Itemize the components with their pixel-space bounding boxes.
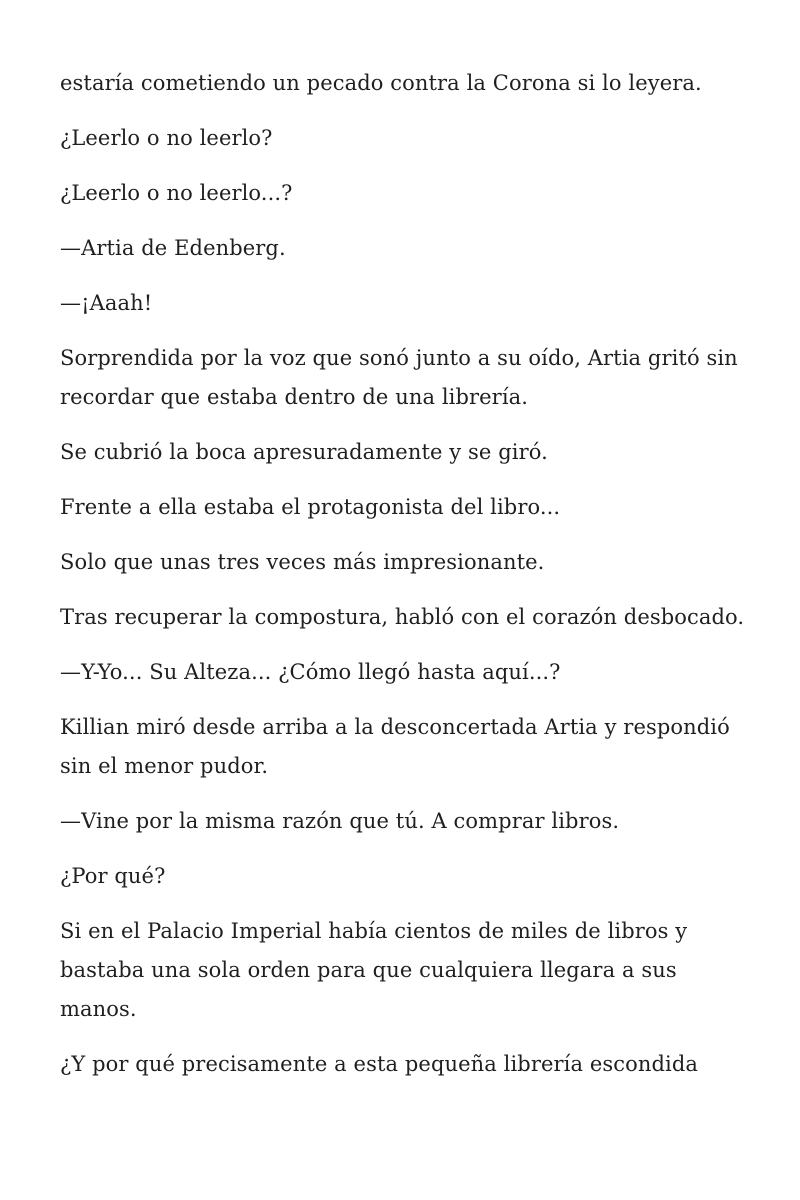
- paragraph: —Y-Yo... Su Alteza... ¿Cómo llegó hasta aquí...?: [60, 660, 561, 684]
- paragraph: Si en el Palacio Imperial había cientos de miles de libros y bastaba una sola orden para que cualquiera llegara a sus manos.: [60, 919, 688, 1021]
- paragraph: ¿Leerlo o no leerlo?: [60, 126, 273, 150]
- paragraph: Sorprendida por la voz que sonó junto a su oído, Artia gritó sin recordar que estaba dentro de una librería.: [60, 346, 738, 409]
- paragraph: ¿Y por qué precisamente a esta pequeña librería escondida: [60, 1052, 699, 1076]
- reading-page: [60, 64, 750, 1100]
- paragraph: Tras recuperar la compostura, habló con el corazón desbocado.: [60, 605, 745, 629]
- paragraph: Frente a ella estaba el protagonista del libro...: [60, 495, 561, 519]
- paragraph: ¿Leerlo o no leerlo...?: [60, 181, 293, 205]
- paragraph: ¿Por qué?: [60, 864, 166, 888]
- paragraph: Solo que unas tres veces más impresionante.: [60, 550, 545, 574]
- paragraph: —Artia de Edenberg.: [60, 236, 286, 260]
- paragraph: Killian miró desde arriba a la desconcertada Artia y respondió sin el menor pudor.: [60, 715, 730, 778]
- paragraph: estaría cometiendo un pecado contra la Corona si lo leyera.: [60, 71, 702, 95]
- paragraph: Se cubrió la boca apresuradamente y se giró.: [60, 440, 548, 464]
- paragraph: —Vine por la misma razón que tú. A comprar libros.: [60, 809, 620, 833]
- paragraph: —¡Aaah!: [60, 291, 153, 315]
